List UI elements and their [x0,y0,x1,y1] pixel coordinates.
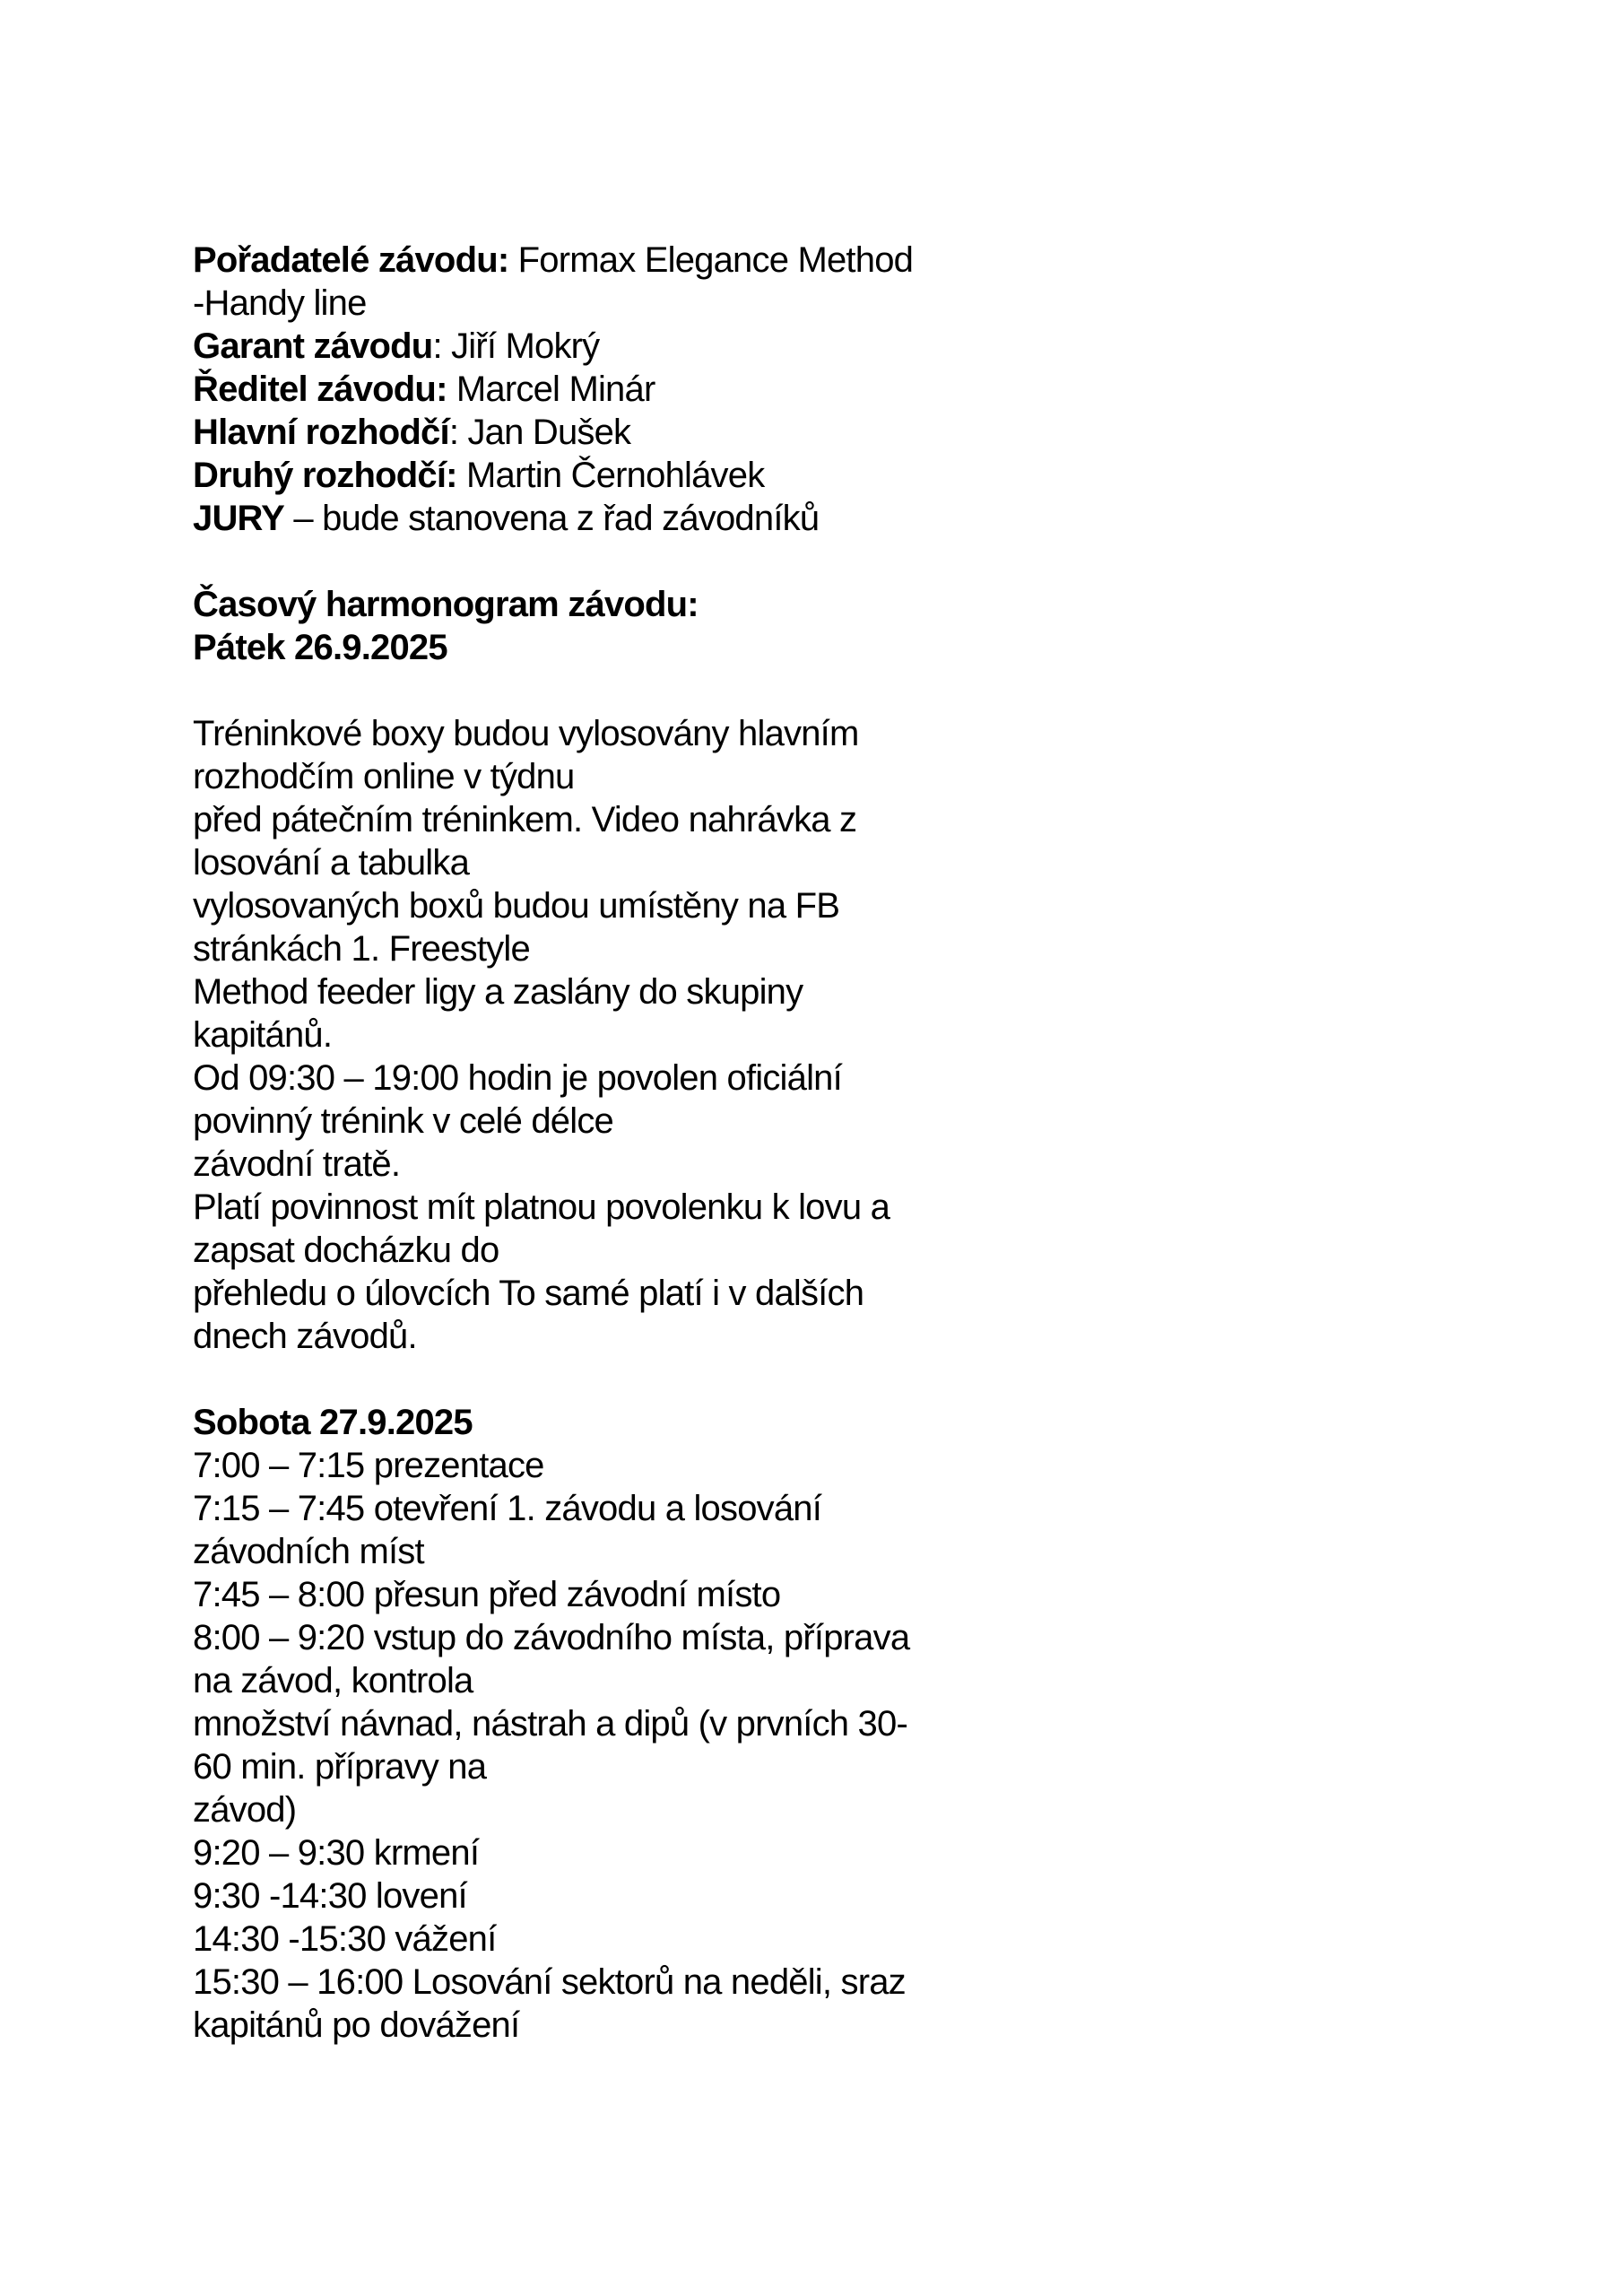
text-segment: závodní tratě. [193,1144,401,1184]
text-segment: 60 min. přípravy na [193,1747,487,1787]
text-line [193,1315,1018,1358]
bold-text-segment: Sobota 27.9.2025 [193,1403,473,1442]
bold-text-segment: Ředitel závodu: [193,370,447,409]
text-segment: 7:45 – 8:00 přesun před závodní místo [193,1575,781,1614]
text-line [193,1530,1018,1573]
text-segment: losování a tabulka [193,843,470,883]
text-line [193,1487,1018,1530]
text-segment: Od 09:30 – 19:00 hodin je povolen oficiální [193,1058,842,1098]
text-line [193,927,1018,970]
text-segment: : Jan Dušek [448,413,631,452]
text-segment: – bude stanovena z řad závodníků [284,499,820,538]
text-segment: rozhodčím online v týdnu [193,757,575,796]
text-line [193,1918,1018,1961]
text-line [193,2004,1018,2047]
text-line [193,497,1018,540]
text-line [193,712,1018,755]
bold-text-segment: Druhý rozhodčí: [193,456,457,495]
text-line [193,1272,1018,1315]
text-line [193,239,1018,282]
text-line [193,970,1018,1013]
text-line [193,884,1018,927]
text-line [193,368,1018,411]
text-segment: dnech závodů. [193,1317,417,1356]
text-segment: kapitánů po dovážení [193,2005,520,2045]
text-line [193,1186,1018,1229]
text-line [193,1961,1018,2004]
text-segment: 14:30 -15:30 vážení [193,1919,497,1959]
text-line [193,1057,1018,1100]
text-segment: přehledu o úlovcích To samé platí i v dalších [193,1274,864,1313]
text-segment: závodních míst [193,1532,424,1571]
text-line [193,454,1018,497]
text-segment: Martin Černohlávek [456,456,765,495]
text-line [193,325,1018,368]
text-segment: kapitánů. [193,1015,333,1055]
bold-text-segment: Časový harmonogram závodu: [193,585,699,624]
text-line [193,583,1018,626]
text-line [193,1659,1018,1702]
text-segment: závod) [193,1790,297,1830]
text-segment: 8:00 – 9:20 vstup do závodního místa, příprava [193,1618,910,1657]
bold-text-segment: JURY [193,499,285,538]
text-segment: před pátečním tréninkem. Video nahrávka z [193,800,857,839]
text-segment: Method feeder ligy a zaslány do skupiny [193,972,803,1012]
text-segment: Marcel Minár [447,370,655,409]
text-segment: vylosovaných boxů budou umístěny na FB [193,886,840,926]
text-segment: Tréninkové boxy budou vylosovány hlavním [193,714,859,753]
text-segment: 15:30 – 16:00 Losování sektorů na neděli, sraz [193,1962,906,2002]
text-segment: zapsat docházku do [193,1231,499,1270]
text-segment: povinný trénink v celé délce [193,1101,613,1141]
text-line [193,1874,1018,1918]
text-line [193,755,1018,798]
bold-text-segment: Garant závodu [193,326,433,366]
text-line [193,1444,1018,1487]
text-line [193,1013,1018,1057]
text-segment: 9:30 -14:30 lovení [193,1876,467,1916]
text-segment: 7:15 – 7:45 otevření 1. závodu a losování [193,1489,822,1528]
text-line [193,1573,1018,1616]
text-line [193,841,1018,884]
text-line [193,1143,1018,1186]
text-segment: 9:20 – 9:30 krmení [193,1833,480,1873]
text-segment: na závod, kontrola [193,1661,473,1700]
text-line [193,1616,1018,1659]
text-line [193,411,1018,454]
text-segment: Formax Elegance Method [508,240,914,280]
text-line [193,798,1018,841]
text-line [193,1229,1018,1272]
bold-text-segment: Pořadatelé závodu: [193,240,509,280]
bold-text-segment: Hlavní rozhodčí [193,413,449,452]
text-line [193,1401,1018,1444]
text-line [193,1831,1018,1874]
text-segment: 7:00 – 7:15 prezentace [193,1446,544,1485]
bold-text-segment: Pátek 26.9.2025 [193,628,447,667]
text-segment: : Jiří Mokrý [432,326,600,366]
block-friday-details [193,712,1018,1358]
text-segment: stránkách 1. Freestyle [193,929,530,969]
text-segment: -Handy line [193,283,367,323]
text-line [193,1702,1018,1745]
text-line [193,626,1018,669]
text-segment: množství návnad, nástrah a dipů (v prvních 30- [193,1704,907,1744]
block-schedule-header [193,583,1018,669]
text-segment: Platí povinnost mít platnou povolenku k lovu a [193,1187,890,1227]
document-text [193,239,1018,2047]
text-line [193,1788,1018,1831]
text-line [193,1100,1018,1143]
text-line [193,1745,1018,1788]
block-saturday-schedule [193,1401,1018,2047]
block-organizers [193,239,1018,540]
text-line [193,282,1018,325]
